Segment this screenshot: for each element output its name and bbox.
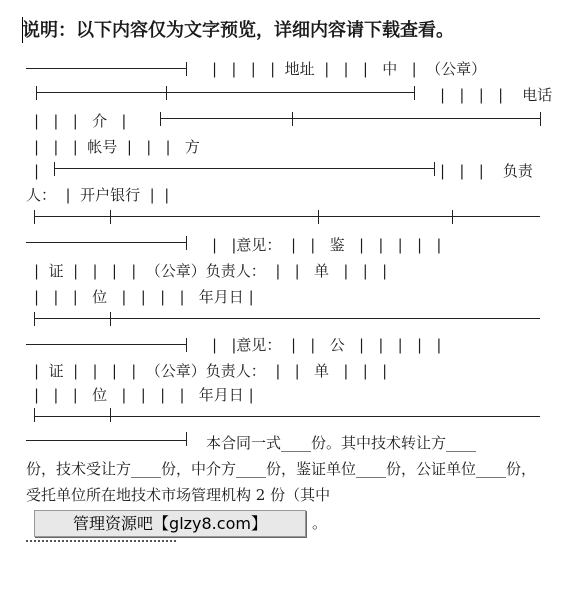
table-rule <box>26 440 186 441</box>
row-intermediary: | | | 介 | <box>34 112 127 130</box>
site-watermark-badge[interactable]: 管理资源吧【glzy8.com】 <box>34 510 306 537</box>
paragraph-body: 份，技术受让方____份，中介方____份，鉴证单位____份，公证单位____份，受托单位所在地技术市场管理机构 2 份（其中 <box>26 460 537 504</box>
row-bank: 人： | 开户银行 | | <box>26 186 170 204</box>
row-date-2: | | | 位 | | | | 年月日 | <box>34 386 254 404</box>
table-rule <box>34 312 35 326</box>
row-seal-1: | 证 | | | | （公章）负责人： | | 单 | | | <box>34 262 388 280</box>
table-rule <box>452 210 453 224</box>
dotted-underline <box>26 540 176 545</box>
table-rule <box>434 162 435 176</box>
table-rule <box>26 242 186 243</box>
row-seal-2: | 证 | | | | （公章）负责人： | | 单 | | | <box>34 362 388 380</box>
table-rule <box>34 408 35 422</box>
table-rule <box>54 162 55 176</box>
table-rule <box>36 92 414 93</box>
table-rule <box>36 86 37 100</box>
table-rule <box>54 168 434 169</box>
table-rule <box>160 118 540 119</box>
table-rule <box>34 210 35 224</box>
row-date-1: | | | 位 | | | | 年月日 | <box>34 288 254 306</box>
table-rule <box>540 112 541 126</box>
table-rule <box>292 112 293 126</box>
table-rule <box>160 112 161 126</box>
row-account: | | | 帐号 | | | 方 <box>34 138 200 156</box>
table-rule <box>110 408 111 422</box>
row-address: | | | | 地址 | | | 中 | （公章） <box>212 60 487 78</box>
table-rule <box>186 236 187 250</box>
row-responsible: | | | 负责 <box>440 162 533 180</box>
row-opinion-2: | |意见： | | 公 | | | | | <box>212 336 442 354</box>
table-rule <box>186 62 187 76</box>
row-opinion-1: | |意见： | | 鉴 | | | | | <box>212 236 442 254</box>
paragraph-first-line: 本合同一式____份。其中技术转让方____ <box>206 434 477 452</box>
table-rule <box>186 338 187 352</box>
table-rule <box>26 344 186 345</box>
preview-notice: 说明：以下内容仅为文字预览，详细内容请下载查看。 <box>22 20 454 41</box>
table-rule <box>110 210 111 224</box>
row-phone: | | | | 电话 <box>440 86 553 104</box>
table-rule <box>110 312 111 326</box>
row-bar: | <box>34 162 40 180</box>
table-rule <box>186 432 187 446</box>
table-rule <box>414 86 415 100</box>
end-mark: 。 <box>312 514 328 532</box>
table-rule <box>26 68 186 69</box>
table-rule <box>318 210 319 224</box>
table-rule <box>166 86 167 100</box>
